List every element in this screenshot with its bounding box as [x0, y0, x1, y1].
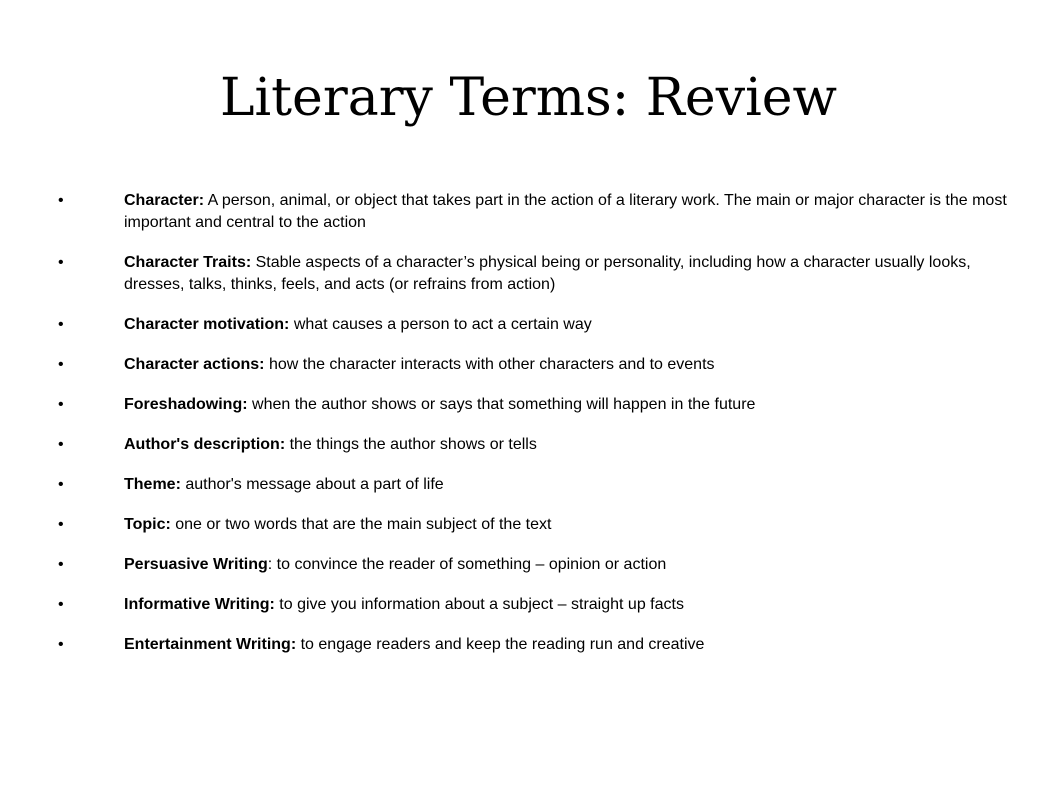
bullet-icon: • [58, 636, 64, 653]
term-definition: how the character interacts with other characters and to events [264, 356, 715, 373]
term-definition: when the author shows or says that something will happen in the future [247, 396, 756, 413]
term-item [0, 554, 1057, 576]
bullet-icon: • [58, 436, 64, 453]
term-name: Character motivation: [124, 316, 290, 333]
term-item [0, 434, 1057, 456]
term-name: Theme: [124, 476, 181, 493]
bullet-icon: • [58, 254, 64, 271]
term-definition: the things the author shows or tells [285, 436, 537, 453]
term-item [0, 474, 1057, 496]
term-item [0, 314, 1057, 336]
bullet-icon: • [58, 192, 64, 209]
term-name: Character Traits: [124, 254, 252, 271]
term-name: Character: [124, 192, 205, 209]
bullet-icon: • [58, 356, 64, 373]
bullet-icon: • [58, 476, 64, 493]
term-item [0, 394, 1057, 416]
term-item [0, 190, 1057, 234]
term-definition: A person, animal, or object that takes part in the action of a literary work. The main or major character is the most important and central to the action [124, 192, 1007, 231]
bullet-icon: • [58, 596, 64, 613]
term-name: Persuasive Writing [124, 556, 268, 573]
bullet-icon: • [58, 556, 64, 573]
term-definition: what causes a person to act a certain way [289, 316, 592, 333]
term-definition: one or two words that are the main subject of the text [170, 516, 552, 533]
slide-title: Literary Terms: Review [220, 68, 837, 128]
term-name: Informative Writing: [124, 596, 275, 613]
term-item [0, 354, 1057, 376]
term-definition: to give you information about a subject – straight up facts [274, 596, 684, 613]
term-name: Author's description: [124, 436, 286, 453]
term-definition: Stable aspects of a character’s physical being or personality, including how a character usually looks, dresses, talks, thinks, feels, and acts (or refrains from action) [124, 254, 971, 293]
term-item [0, 634, 1057, 656]
bullet-icon: • [58, 316, 64, 333]
bullet-icon: • [58, 396, 64, 413]
term-definition: : to convince the reader of something – opinion or action [267, 556, 667, 573]
term-name: Character actions: [124, 356, 265, 373]
bullet-icon: • [58, 516, 64, 533]
term-definition: author's message about a part of life [180, 476, 444, 493]
term-item [0, 252, 1057, 296]
term-name: Entertainment Writing: [124, 636, 297, 653]
term-definition: to engage readers and keep the reading run and creative [296, 636, 705, 653]
term-name: Topic: [124, 516, 171, 533]
term-item [0, 594, 1057, 616]
terms-list [0, 190, 1057, 674]
term-item [0, 514, 1057, 536]
term-name: Foreshadowing: [124, 396, 248, 413]
